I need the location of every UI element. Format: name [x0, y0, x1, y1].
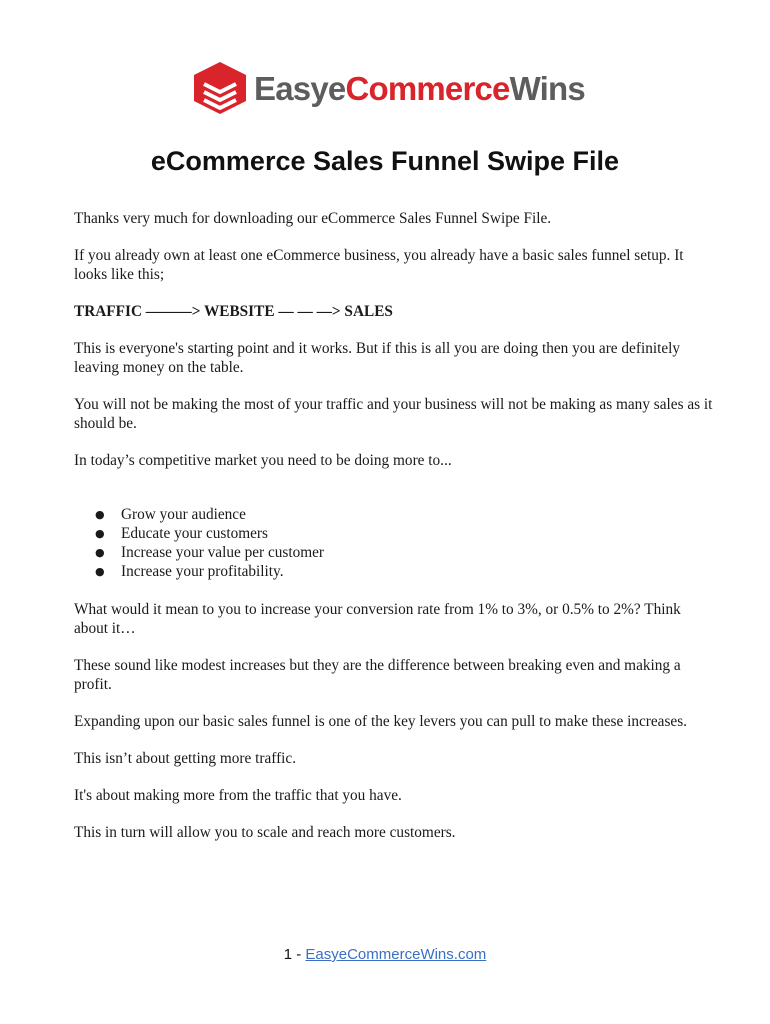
- funnel-flow-line: TRAFFIC ———> WEBSITE — — —> SALES: [74, 303, 393, 320]
- intro-paragraph: Thanks very much for downloading our eCommerce Sales Funnel Swipe File.: [74, 210, 552, 227]
- page-number: 1: [283, 946, 293, 963]
- paragraph-competitive-market: In today’s competitive market you need to be doing more to...: [74, 452, 452, 469]
- brand-wordmark: EasyeCommerceWins: [254, 69, 585, 107]
- bullet-icon: ●: [95, 565, 105, 578]
- paragraph-conversion-rate: What would it mean to you to increase your conversion rate from 1% to 3%, or 0.5% to 2%? Think about it…: [74, 601, 681, 637]
- list-item: ● Increase your profitability.: [95, 563, 284, 580]
- page-footer: [0, 946, 770, 963]
- footer-separator: -: [292, 946, 306, 963]
- website-link[interactable]: EasyeCommerceWins.com: [305, 946, 487, 963]
- paragraph-traffic: You will not be making the most of your traffic and your business will not be making as many sales as it should be.: [74, 396, 713, 432]
- list-item: ● Grow your audience: [95, 506, 246, 523]
- goals-list: [74, 505, 714, 581]
- list-item: ● Increase your value per customer: [95, 544, 325, 561]
- list-item: ● Educate your customers: [95, 525, 268, 542]
- stacked-box-logo-icon: [192, 60, 248, 116]
- bullet-icon: ●: [95, 508, 105, 521]
- brand-logo: [192, 60, 585, 116]
- paragraph-more-traffic: This isn’t about getting more traffic.: [74, 750, 297, 767]
- bullet-icon: ●: [95, 527, 105, 540]
- paragraph-making-more: It's about making more from the traffic that you have.: [74, 787, 402, 804]
- bullet-icon: ●: [95, 546, 105, 559]
- paragraph-scale: This in turn will allow you to scale and reach more customers.: [74, 824, 456, 841]
- paragraph-starting-point: This is everyone's starting point and it works. But if this is all you are doing then you are definitely leaving money on the table.: [74, 340, 681, 376]
- document-body: [74, 209, 714, 860]
- paragraph-key-levers: Expanding upon our basic sales funnel is one of the key levers you can pull to make these increases.: [74, 713, 687, 730]
- paragraph-basic-funnel: If you already own at least one eCommerce business, you already have a basic sales funnel setup. It looks like this;: [74, 247, 684, 283]
- paragraph-modest-increases: These sound like modest increases but they are the difference between breaking even and making a profit.: [74, 657, 681, 693]
- document-title: eCommerce Sales Funnel Swipe File: [150, 146, 620, 176]
